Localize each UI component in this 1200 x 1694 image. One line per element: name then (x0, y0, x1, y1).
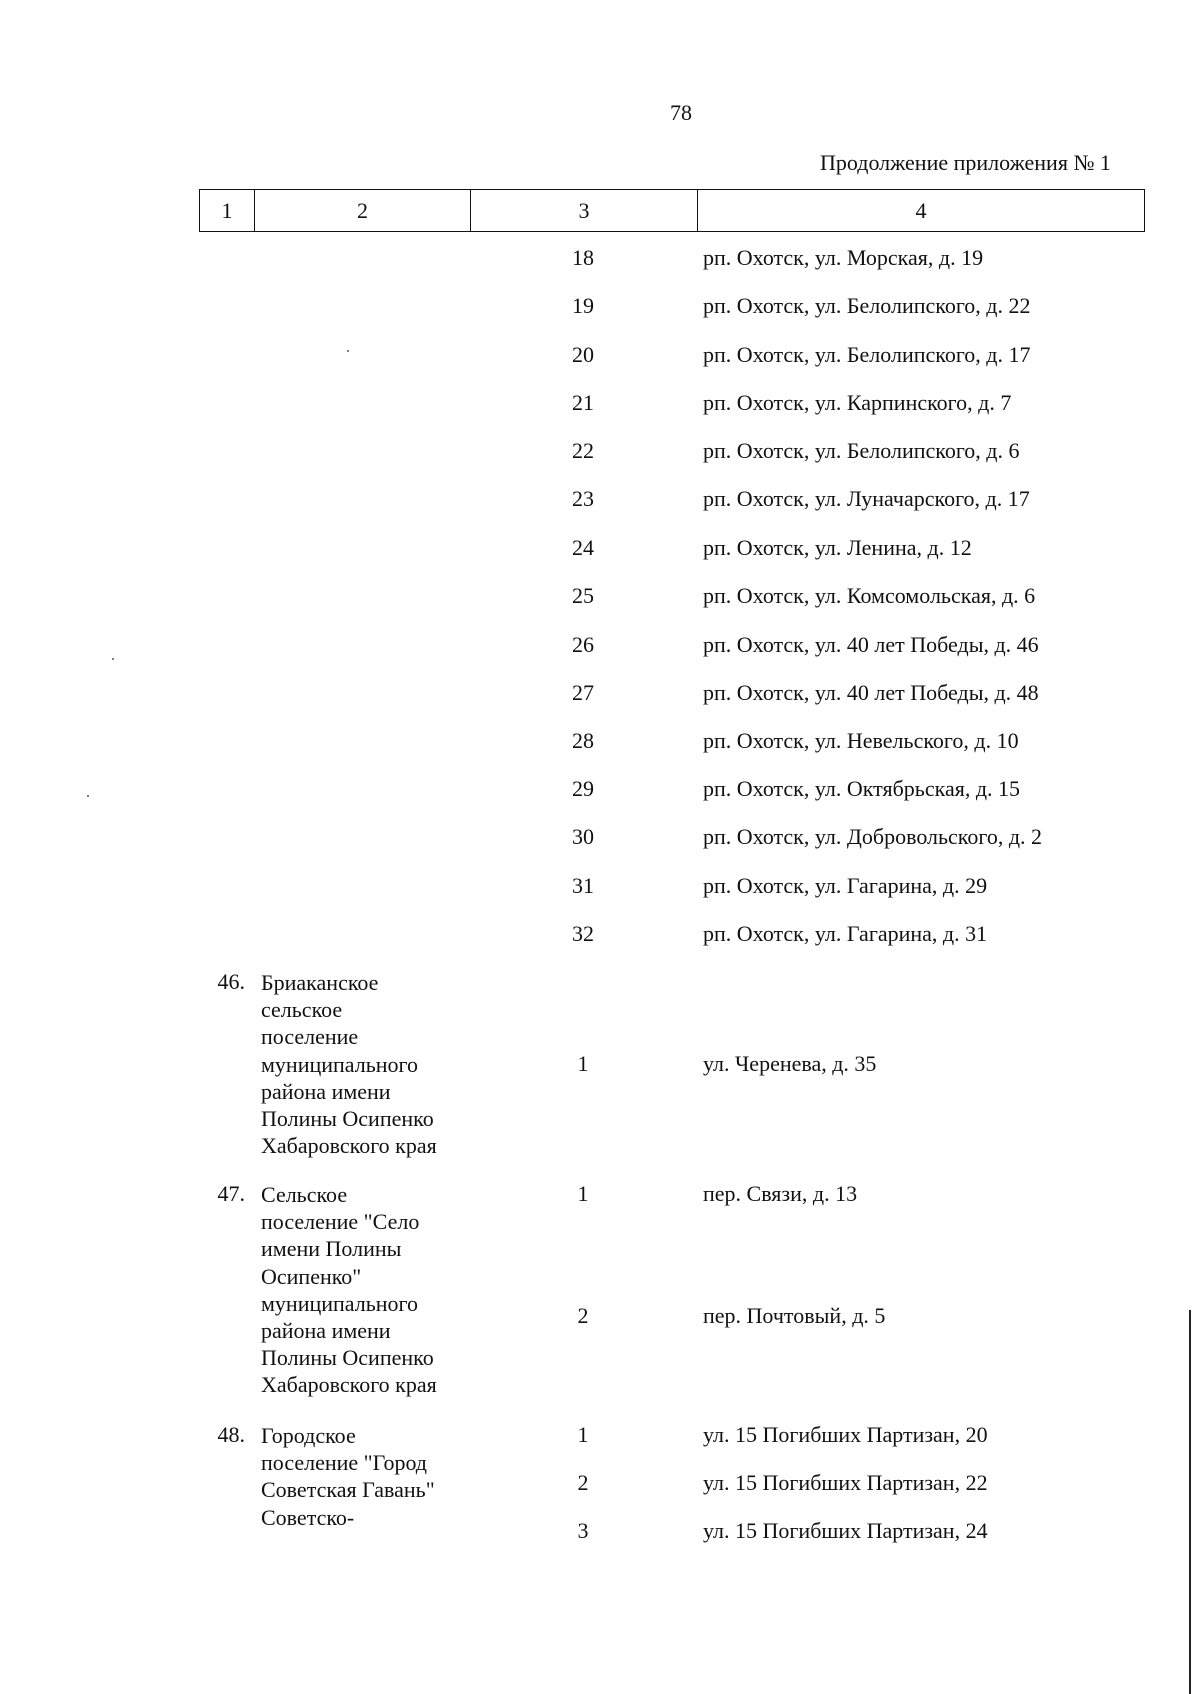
address: рп. Охотск, ул. Гагарина, д. 29 (703, 873, 988, 898)
address: рп. Охотск, ул. Белолипского, д. 22 (703, 293, 1031, 318)
scan-speck (87, 795, 89, 797)
name-line: имени Полины (261, 1236, 402, 1262)
address: ул. 15 Погибших Партизан, 20 (703, 1422, 988, 1447)
name-line: района имени (261, 1318, 391, 1344)
row-number: 30 (572, 824, 594, 849)
address: рп. Охотск, ул. Октябрьская, д. 15 (703, 776, 1021, 801)
entry-index: 46. (217, 969, 245, 994)
row-number: 21 (572, 390, 594, 415)
name-line: Городское (261, 1423, 356, 1448)
row-number: 25 (572, 583, 594, 608)
column-header-2: 2 (255, 190, 471, 232)
address: ул. Черенева, д. 35 (703, 1051, 877, 1076)
row-number: 24 (572, 535, 594, 560)
name-line: Бриаканское (261, 970, 379, 995)
address: рп. Охотск, ул. 40 лет Победы, д. 46 (703, 632, 1039, 657)
row-number: 26 (572, 632, 594, 657)
column-header-3: 3 (471, 190, 698, 232)
address: рп. Охотск, ул. Белолипского, д. 6 (703, 438, 1020, 463)
name-line: района имени (261, 1078, 391, 1104)
row-number: 1 (577, 1181, 589, 1206)
address: пер. Почтовый, д. 5 (703, 1303, 886, 1328)
address: рп. Охотск, ул. Луначарского, д. 17 (703, 486, 1030, 511)
name-line: муниципального (261, 1051, 419, 1077)
row-number: 32 (572, 921, 594, 946)
address: рп. Охотск, ул. Белолипского, д. 17 (703, 342, 1031, 367)
municipality-name (261, 969, 471, 1159)
name-line: Сельское (261, 1182, 348, 1207)
column-header-1: 1 (200, 190, 255, 232)
name-line: поселение "Село (261, 1209, 420, 1235)
address: пер. Связи, д. 13 (703, 1181, 858, 1206)
address: рп. Охотск, ул. Невельского, д. 10 (703, 728, 1019, 753)
name-line: Советская Гавань" (261, 1477, 435, 1503)
address: рп. Охотск, ул. 40 лет Победы, д. 48 (703, 680, 1039, 705)
address: рп. Охотск, ул. Ленина, д. 12 (703, 535, 972, 560)
page-number: 78 (670, 100, 692, 125)
row-number: 2 (577, 1303, 589, 1328)
name-line: Хабаровского края (261, 1372, 437, 1398)
scan-speck (347, 350, 349, 352)
municipality-name (261, 1422, 471, 1531)
name-line: поселение (261, 1024, 359, 1050)
row-number: 28 (572, 728, 594, 753)
row-number: 20 (572, 342, 594, 367)
address: ул. 15 Погибших Партизан, 24 (703, 1518, 988, 1543)
address: рп. Охотск, ул. Комсомольская, д. 6 (703, 583, 1036, 608)
name-line: сельское (261, 997, 343, 1023)
address: рп. Охотск, ул. Добровольского, д. 2 (703, 824, 1043, 849)
row-number: 22 (572, 438, 594, 463)
name-line: Осипенко" (261, 1263, 362, 1289)
scan-speck (112, 658, 114, 660)
address: рп. Охотск, ул. Карпинского, д. 7 (703, 390, 1012, 415)
continuation-title: Продолжение приложения № 1 (820, 150, 1111, 175)
entry-index: 47. (217, 1181, 245, 1206)
name-line: Полины Осипенко (261, 1345, 434, 1371)
scan-edge-line (1189, 1310, 1191, 1694)
row-number: 3 (577, 1518, 589, 1543)
name-line: Хабаровского края (261, 1133, 437, 1159)
address: ул. 15 Погибших Партизан, 22 (703, 1470, 988, 1495)
row-number: 31 (572, 873, 594, 898)
address: рп. Охотск, ул. Морская, д. 19 (703, 245, 984, 270)
row-number: 29 (572, 776, 594, 801)
name-line: Советско- (261, 1504, 355, 1530)
row-number: 23 (572, 486, 594, 511)
row-number: 18 (572, 245, 594, 270)
name-line: поселение "Город (261, 1450, 427, 1476)
column-header-4: 4 (698, 190, 1145, 232)
address: рп. Охотск, ул. Гагарина, д. 31 (703, 921, 988, 946)
row-number: 27 (572, 680, 594, 705)
name-line: муниципального (261, 1290, 419, 1316)
name-line: Полины Осипенко (261, 1106, 434, 1132)
row-number: 1 (577, 1422, 589, 1447)
row-number: 2 (577, 1470, 589, 1495)
municipality-name (261, 1181, 471, 1399)
column-header-row (199, 189, 1145, 232)
entry-index: 48. (217, 1422, 245, 1447)
row-number: 1 (577, 1051, 589, 1076)
row-number: 19 (572, 293, 594, 318)
